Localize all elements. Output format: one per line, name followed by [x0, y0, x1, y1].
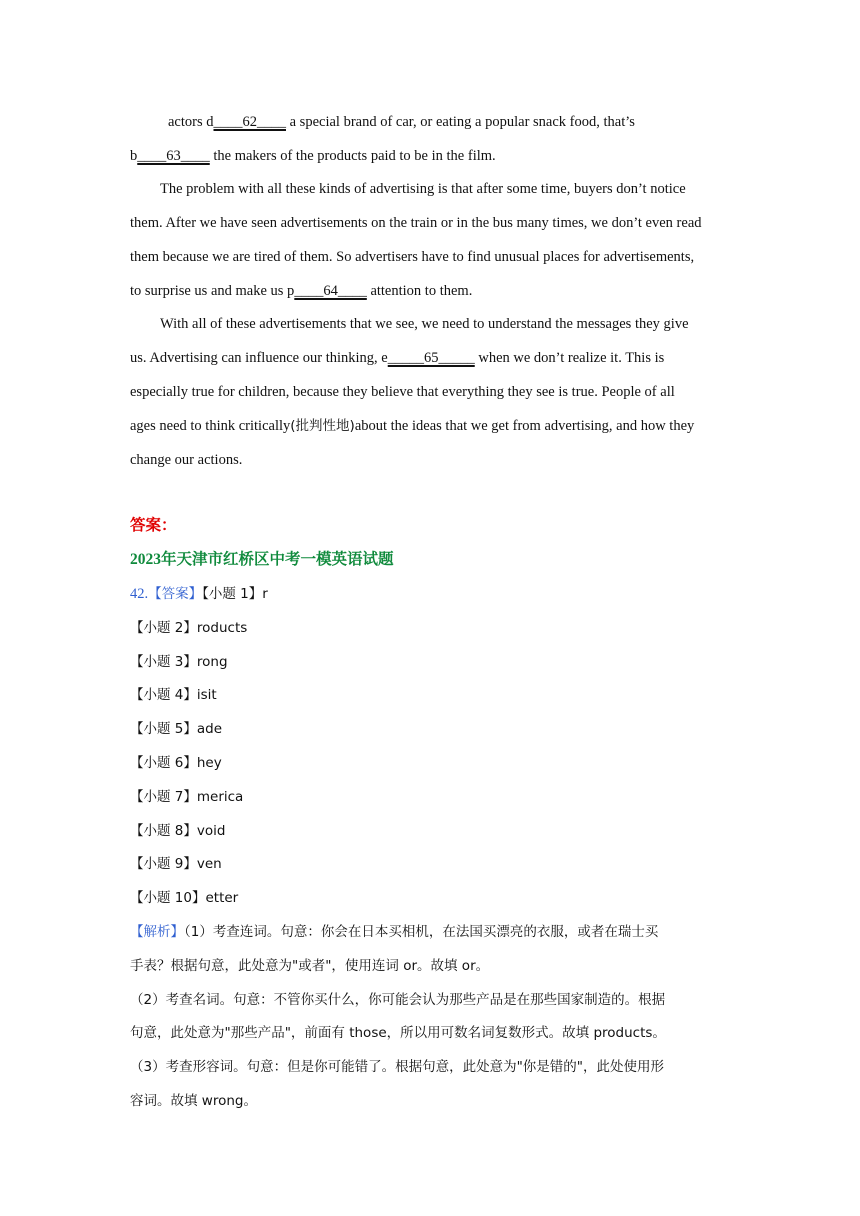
text: about the ideas that we get from advertising, and how they [354, 418, 695, 434]
analysis-line: 容词。故填 wrong。 [130, 1093, 257, 1109]
blank-62: ____62____ [213, 114, 286, 130]
answer-item: 【小题 3】rong [130, 654, 228, 670]
answer-item: 【小题 8】void [130, 823, 226, 839]
question-number: 42. [130, 586, 149, 602]
passage-line: The problem with all these kinds of advertising is that after some time, buyers don’t notice [160, 181, 686, 197]
answer-header: 答案： [130, 517, 177, 534]
text: ages need to think critically [130, 418, 291, 434]
analysis-line: 句意，此处意为"那些产品"，前面有 those，所以用可数名词复数形式。故填 products。 [130, 1025, 666, 1041]
text: when we don’t realize it. This is [474, 350, 665, 366]
text: the makers of the products paid to be in the film. [209, 148, 496, 164]
answer-item: 【小题 2】roducts [130, 620, 248, 636]
answer-item: 【小题 5】ade [130, 721, 223, 737]
answer-item: 【小题 9】ven [130, 856, 222, 872]
text: a special brand of car, or eating a popular snack food, that’s [286, 114, 635, 130]
passage-line [130, 281, 735, 301]
passage-line: With all of these advertisements that we see, we need to understand the messages they give [160, 316, 689, 332]
text: actors d [168, 114, 214, 130]
analysis-line [130, 922, 735, 942]
analysis-line: （2）考查名词。句意：不管你买什么，你可能会认为那些产品是在那些国家制造的。根据 [130, 992, 666, 1008]
blank-64: ____64____ [294, 283, 367, 299]
answer-item: 【小题 10】etter [130, 890, 239, 906]
blank-65: _____65_____ [387, 350, 475, 366]
text: attention to them. [366, 283, 473, 299]
text: us. Advertising can influence our thinking, e [130, 350, 388, 366]
passage-line: especially true for children, because they believe that everything they see is true. People of all [130, 384, 675, 400]
text: to surprise us and make us p [130, 283, 295, 299]
text: b [130, 148, 138, 164]
analysis-line: （3）考查形容词。句意：但是你可能错了。根据句意，此处意为"你是错的"，此处使用形 [130, 1059, 665, 1075]
exam-title: 2023年天津市红桥区中考一模英语试题 [130, 551, 394, 568]
analysis-tag: 【解析】 [130, 924, 184, 940]
passage-line: change our actions. [130, 452, 243, 468]
answer-tag: 【答案】 [148, 586, 203, 602]
text: （1）考查连词。句意：你会在日本买相机，在法国买漂亮的衣服，或者在瑞士买 [184, 924, 659, 940]
passage-line: them. After we have seen advertisements on the train or in the bus many times, we don’t even read [130, 215, 702, 231]
passage-line [130, 146, 735, 166]
passage-line [130, 348, 735, 368]
passage-line [130, 416, 735, 436]
answer-item: 【小题 1】r [202, 586, 268, 602]
passage-line: them because we are tired of them. So advertisers have to find unusual places for advertisements, [130, 249, 695, 265]
answer-item: 【小题 7】merica [130, 789, 244, 805]
passage-line [168, 112, 773, 132]
analysis-line: 手表？根据句意，此处意为"或者"，使用连词 or。故填 or。 [130, 958, 490, 974]
answer-item: 【小题 4】isit [130, 687, 217, 703]
answer-item: 【小题 6】hey [130, 755, 222, 771]
chinese-gloss: (批判性地) [290, 418, 355, 434]
answer-line [130, 584, 735, 604]
blank-63: ____63____ [137, 148, 210, 164]
